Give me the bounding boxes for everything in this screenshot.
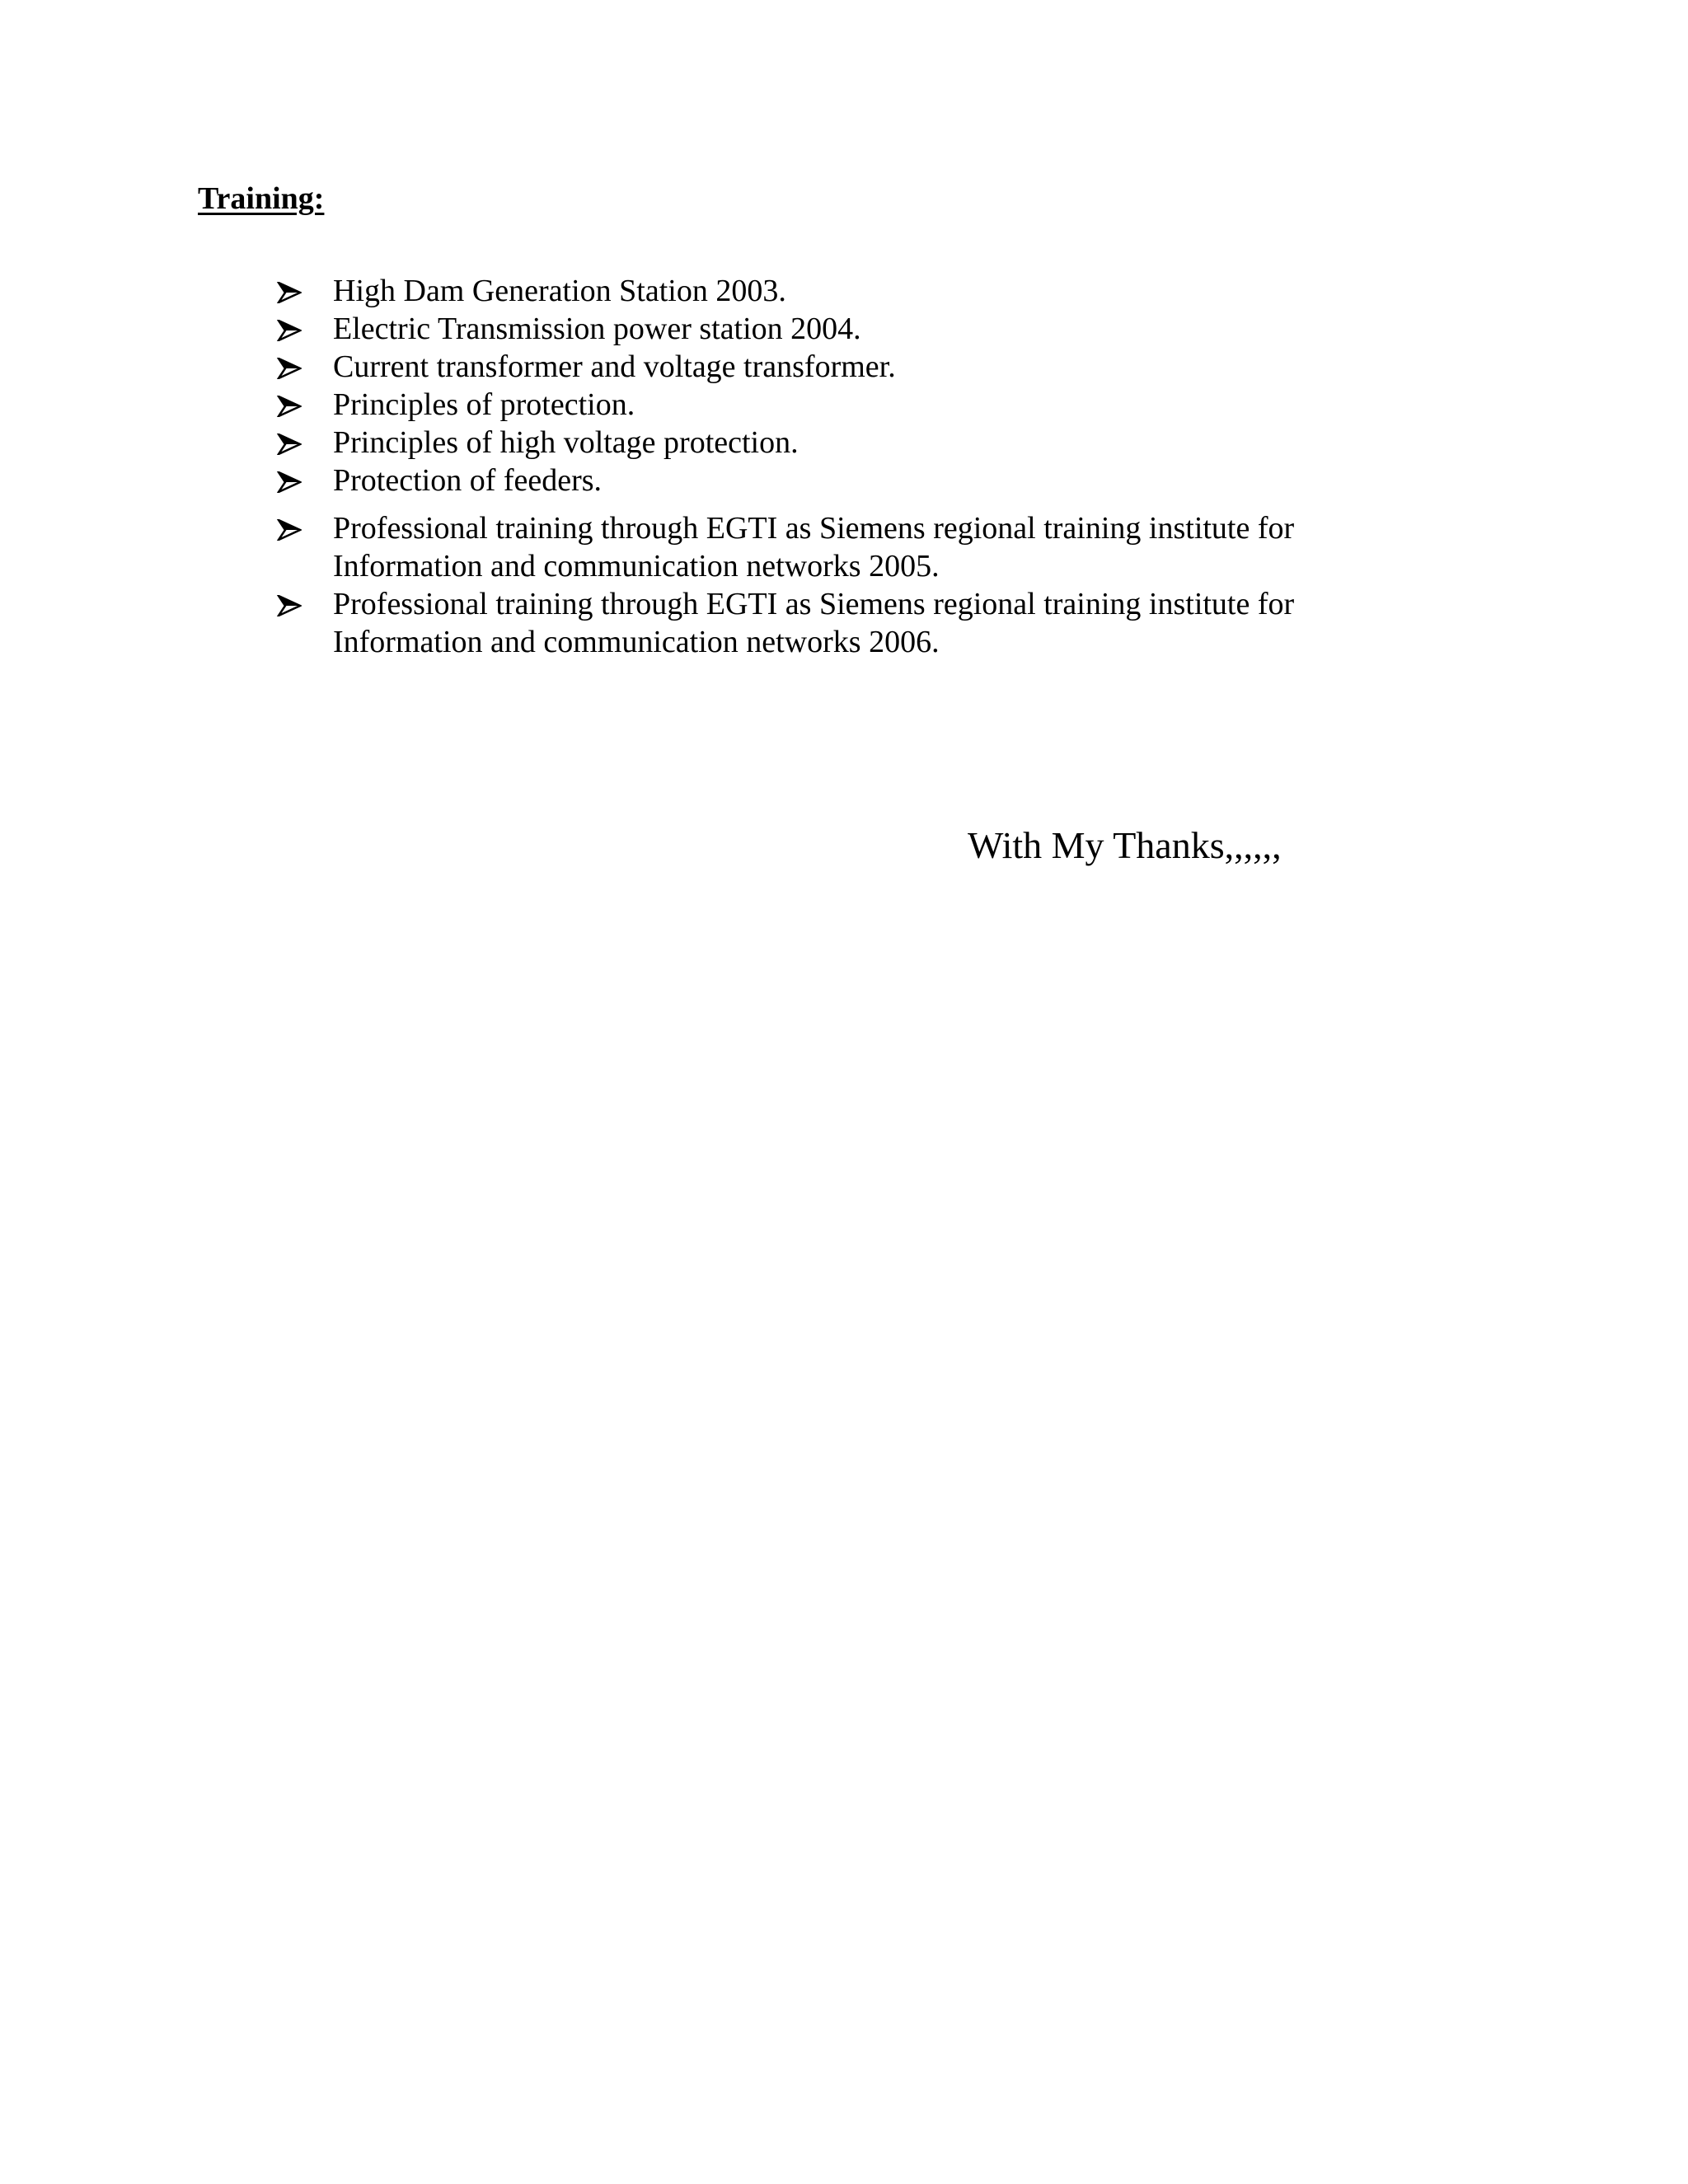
training-item-text: High Dam Generation Station 2003. bbox=[333, 274, 786, 308]
arrowhead-bullet-icon bbox=[277, 320, 302, 341]
arrowhead-bullet-icon bbox=[277, 595, 302, 616]
training-item-text: Principles of protection. bbox=[333, 387, 635, 422]
training-item bbox=[272, 585, 1426, 661]
training-list bbox=[272, 272, 1426, 661]
training-item bbox=[272, 386, 1426, 424]
training-item-text: Protection of feeders. bbox=[333, 463, 603, 498]
training-item bbox=[272, 310, 1426, 348]
training-item bbox=[272, 272, 1426, 310]
training-item-text: Electric Transmission power station 2004. bbox=[333, 312, 861, 346]
training-heading: Training: bbox=[198, 181, 325, 216]
training-item bbox=[272, 509, 1426, 585]
arrowhead-bullet-icon bbox=[277, 471, 302, 493]
training-item-text: Principles of high voltage protection. bbox=[333, 425, 799, 460]
arrowhead-bullet-icon bbox=[277, 396, 302, 417]
training-item bbox=[272, 462, 1426, 499]
training-item bbox=[272, 348, 1426, 386]
training-item-text: Professional training through EGTI as Siemens regional training institute for Information and communication networks 2006. bbox=[333, 587, 1295, 659]
arrowhead-bullet-icon bbox=[277, 358, 302, 379]
training-item bbox=[272, 424, 1426, 462]
training-item-text: Current transformer and voltage transformer. bbox=[333, 349, 896, 384]
closing-remark: With My Thanks,,,,,, bbox=[968, 824, 1282, 866]
arrowhead-bullet-icon bbox=[277, 282, 302, 303]
arrowhead-bullet-icon bbox=[277, 434, 302, 455]
training-item-text: Professional training through EGTI as Siemens regional training institute for Information and communication networks 2005. bbox=[333, 511, 1295, 583]
arrowhead-bullet-icon bbox=[277, 519, 302, 541]
